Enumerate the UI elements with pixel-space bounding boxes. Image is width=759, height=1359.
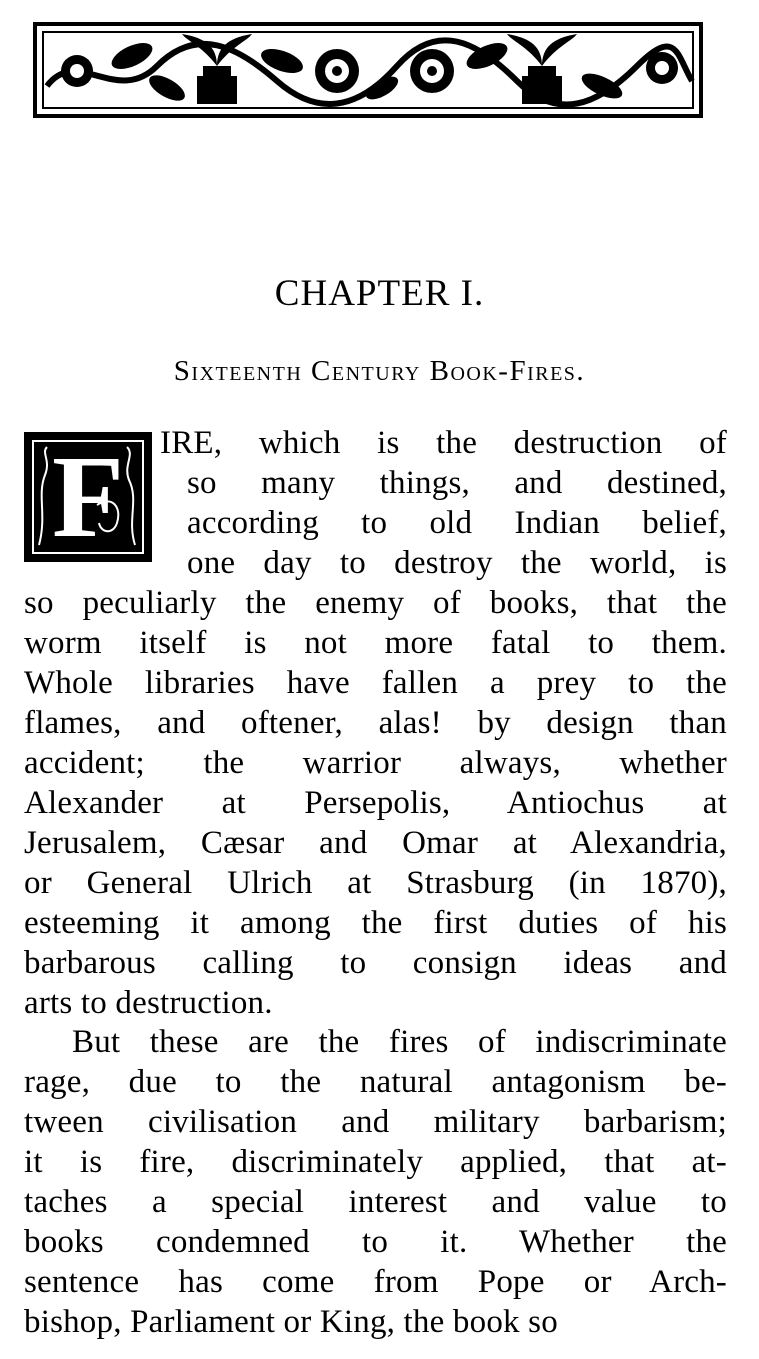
text-line: so peculiarly the enemy of books, that the: [24, 585, 727, 621]
text-line: accident; the warrior always, whether: [24, 745, 727, 781]
text-line: rage, due to the natural antagonism be-: [24, 1064, 727, 1100]
text-line: books condemned to it. Whether the: [24, 1224, 727, 1260]
text-line: sentence has come from Pope or Arch-: [24, 1264, 727, 1300]
text-line: one day to destroy the world, is: [187, 545, 727, 581]
text-line: tween civilisation and military barbarism;: [24, 1104, 727, 1140]
text-line: bishop, Parliament or King, the book so: [24, 1304, 558, 1340]
text-line: Alexander at Persepolis, Antiochus at: [24, 785, 727, 821]
text-line: or General Ulrich at Strasburg (in 1870),: [24, 865, 727, 901]
text-line: Jerusalem, Cæsar and Omar at Alexandria,: [24, 825, 727, 861]
text-line: But these are the fires of indiscriminate: [72, 1024, 727, 1060]
text-line: flames, and oftener, alas! by design than: [24, 705, 727, 741]
chapter-subtitle: Sixteenth Century Book-Fires.: [173, 355, 586, 387]
floral-ornament-icon: [37, 26, 699, 114]
text-line: according to old Indian belief,: [187, 505, 727, 541]
text-line: IRE, which is the destruction of: [160, 425, 727, 461]
decorated-initial: [24, 432, 152, 562]
text-line: worm itself is not more fatal to them.: [24, 625, 727, 661]
text-line: arts to destruction.: [24, 985, 273, 1021]
text-line: so many things, and destined,: [187, 465, 727, 501]
decorative-header-banner: [33, 22, 703, 118]
text-line: esteeming it among the first duties of his: [24, 905, 727, 941]
text-line: Whole libraries have fallen a prey to the: [24, 665, 727, 701]
text-line: barbarous calling to consign ideas and: [24, 945, 727, 981]
chapter-title: CHAPTER I.: [274, 273, 485, 314]
text-line: it is fire, discriminately applied, that at-: [24, 1144, 727, 1180]
text-line: taches a special interest and value to: [24, 1184, 727, 1220]
initial-letter: F: [51, 431, 125, 562]
